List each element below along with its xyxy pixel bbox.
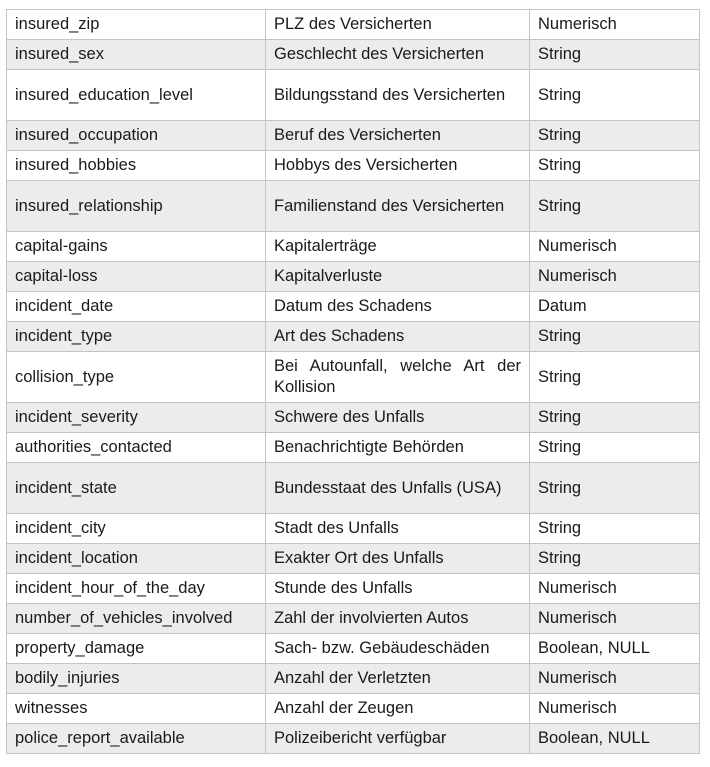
table-row bbox=[7, 514, 700, 544]
description-cell: Zahl der involvierten Autos bbox=[266, 604, 530, 634]
type-cell: Numerisch bbox=[530, 262, 700, 292]
description-cell: Hobbys des Versicherten bbox=[266, 151, 530, 181]
description-cell: Stunde des Unfalls bbox=[266, 574, 530, 604]
table-row bbox=[7, 403, 700, 433]
description-cell: Anzahl der Verletzten bbox=[266, 664, 530, 694]
type-cell: String bbox=[530, 121, 700, 151]
description-cell: Schwere des Unfalls bbox=[266, 403, 530, 433]
type-cell: String bbox=[530, 403, 700, 433]
table-row bbox=[7, 232, 700, 262]
field-name-cell: bodily_injuries bbox=[7, 664, 266, 694]
field-name-cell: witnesses bbox=[7, 694, 266, 724]
field-name-cell: authorities_contacted bbox=[7, 433, 266, 463]
field-name-cell: insured_hobbies bbox=[7, 151, 266, 181]
field-name-cell: property_damage bbox=[7, 634, 266, 664]
type-cell: String bbox=[530, 514, 700, 544]
field-name-cell: insured_occupation bbox=[7, 121, 266, 151]
table-row bbox=[7, 604, 700, 634]
type-cell: String bbox=[530, 463, 700, 514]
field-name-cell: number_of_vehicles_involved bbox=[7, 604, 266, 634]
type-cell: String bbox=[530, 322, 700, 352]
table-row bbox=[7, 322, 700, 352]
type-cell: String bbox=[530, 433, 700, 463]
field-name-cell: insured_education_level bbox=[7, 70, 266, 121]
field-name-cell: incident_city bbox=[7, 514, 266, 544]
table-row bbox=[7, 151, 700, 181]
table-row bbox=[7, 292, 700, 322]
description-cell: Bundesstaat des Unfalls (USA) bbox=[266, 463, 530, 514]
description-cell: Beruf des Versicherten bbox=[266, 121, 530, 151]
field-name-cell: incident_date bbox=[7, 292, 266, 322]
field-name-cell: capital-loss bbox=[7, 262, 266, 292]
description-cell: Benachrichtigte Behörden bbox=[266, 433, 530, 463]
description-cell: Kapitalerträge bbox=[266, 232, 530, 262]
type-cell: String bbox=[530, 352, 700, 403]
type-cell: Numerisch bbox=[530, 604, 700, 634]
table-row bbox=[7, 544, 700, 574]
type-cell: String bbox=[530, 181, 700, 232]
description-cell: Bei Autounfall, welche Art der Kollision bbox=[266, 352, 530, 403]
field-name-cell: collision_type bbox=[7, 352, 266, 403]
type-cell: Numerisch bbox=[530, 232, 700, 262]
table-row bbox=[7, 574, 700, 604]
type-cell: Numerisch bbox=[530, 664, 700, 694]
table-row bbox=[7, 10, 700, 40]
description-cell: Exakter Ort des Unfalls bbox=[266, 544, 530, 574]
field-name-cell: incident_state bbox=[7, 463, 266, 514]
description-cell: Geschlecht des Versicherten bbox=[266, 40, 530, 70]
table-row bbox=[7, 181, 700, 232]
field-name-cell: incident_severity bbox=[7, 403, 266, 433]
type-cell: Numerisch bbox=[530, 574, 700, 604]
field-name-cell: capital-gains bbox=[7, 232, 266, 262]
table-row bbox=[7, 40, 700, 70]
type-cell: String bbox=[530, 40, 700, 70]
description-cell: Kapitalverluste bbox=[266, 262, 530, 292]
table-row bbox=[7, 463, 700, 514]
type-cell: String bbox=[530, 544, 700, 574]
table-body bbox=[7, 10, 700, 754]
type-cell: Datum bbox=[530, 292, 700, 322]
description-cell: Familienstand des Versicherten bbox=[266, 181, 530, 232]
type-cell: Numerisch bbox=[530, 10, 700, 40]
type-cell: String bbox=[530, 70, 700, 121]
table-row bbox=[7, 70, 700, 121]
description-cell: Art des Schadens bbox=[266, 322, 530, 352]
type-cell: Boolean, NULL bbox=[530, 634, 700, 664]
field-name-cell: insured_sex bbox=[7, 40, 266, 70]
field-name-cell: incident_location bbox=[7, 544, 266, 574]
field-name-cell: incident_hour_of_the_day bbox=[7, 574, 266, 604]
table-row bbox=[7, 664, 700, 694]
table-row bbox=[7, 724, 700, 754]
type-cell: String bbox=[530, 151, 700, 181]
description-cell: Sach- bzw. Gebäudeschäden bbox=[266, 634, 530, 664]
type-cell: Numerisch bbox=[530, 694, 700, 724]
field-name-cell: insured_zip bbox=[7, 10, 266, 40]
description-cell: Stadt des Unfalls bbox=[266, 514, 530, 544]
table-row bbox=[7, 262, 700, 292]
field-name-cell: insured_relationship bbox=[7, 181, 266, 232]
table-row bbox=[7, 694, 700, 724]
description-cell: PLZ des Versicherten bbox=[266, 10, 530, 40]
table-row bbox=[7, 121, 700, 151]
table-row bbox=[7, 352, 700, 403]
description-cell: Anzahl der Zeugen bbox=[266, 694, 530, 724]
table-row bbox=[7, 634, 700, 664]
field-name-cell: police_report_available bbox=[7, 724, 266, 754]
data-dictionary-table bbox=[6, 9, 700, 754]
data-dictionary-container bbox=[6, 9, 700, 754]
description-cell: Datum des Schadens bbox=[266, 292, 530, 322]
description-cell: Bildungsstand des Versicherten bbox=[266, 70, 530, 121]
table-row bbox=[7, 433, 700, 463]
type-cell: Boolean, NULL bbox=[530, 724, 700, 754]
field-name-cell: incident_type bbox=[7, 322, 266, 352]
description-cell: Polizeibericht verfügbar bbox=[266, 724, 530, 754]
